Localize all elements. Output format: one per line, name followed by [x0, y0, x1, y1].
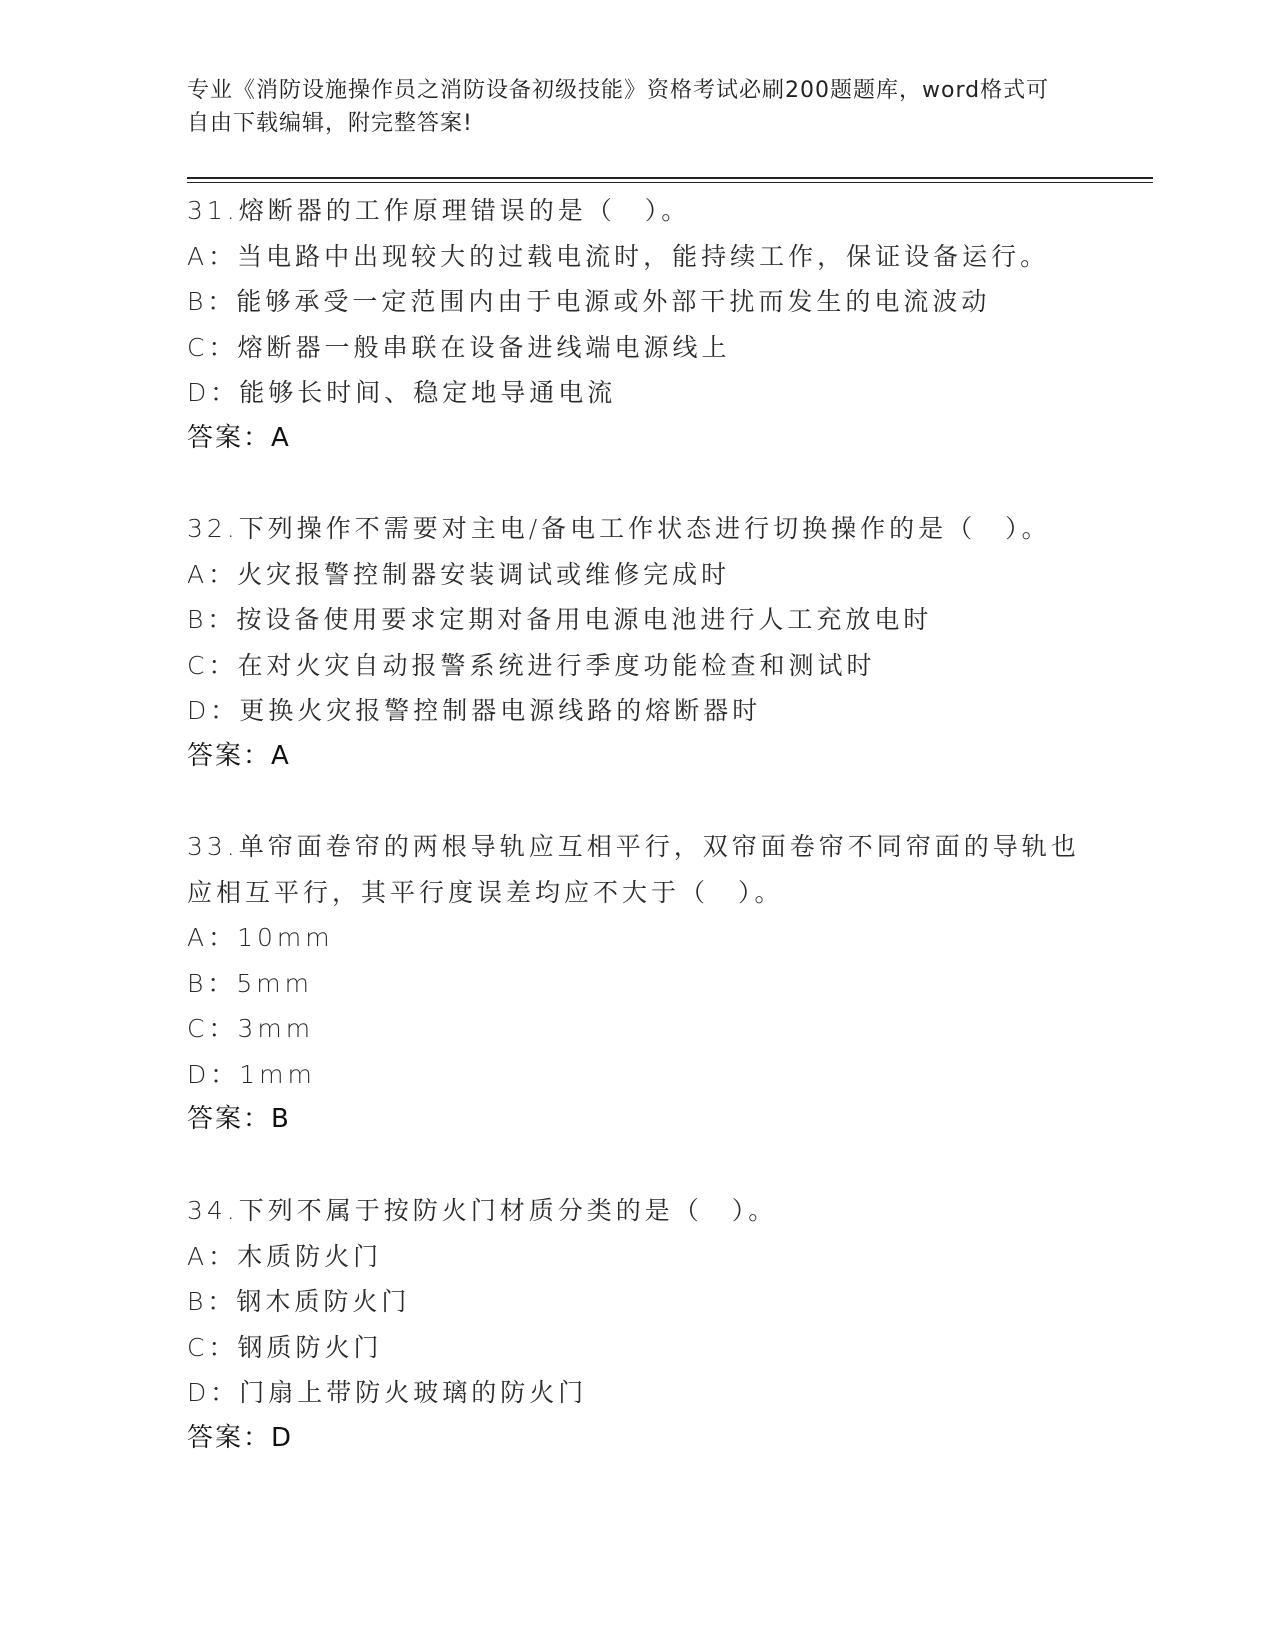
option-d: D：更换火灾报警控制器电源线路的熔断器时 [187, 696, 762, 725]
question-stem: 34.下列不属于按防火门材质分类的是（ ）。 [187, 1196, 778, 1225]
option-c: C：在对火灾自动报警系统进行季度功能检查和测试时 [187, 650, 876, 680]
option-a: A：木质防火门 [187, 1241, 383, 1271]
answer: 答案：D [187, 1422, 294, 1453]
document-header: 专业《消防设施操作员之消防设备初级技能》资格考试必刷200题题库，word格式可自由下载编辑，附完整答案! [187, 78, 1050, 136]
option-d: D：1mm [187, 1059, 316, 1089]
header-divider-thin [187, 182, 1153, 183]
question-32 [187, 506, 1087, 779]
option-a: A：10mm [187, 923, 334, 952]
option-a: A：当电路中出现较大的过载电流时，能持续工作，保证设备运行。 [187, 241, 1050, 271]
option-a: A：火灾报警控制器安装调试或维修完成时 [187, 559, 731, 589]
question-stem-line-2: 应相互平行，其平行度误差均应不大于（ ）。 [187, 877, 784, 907]
option-b: B：按设备使用要求定期对备用电源电池进行人工充放电时 [187, 605, 933, 634]
answer: 答案：B [187, 1104, 291, 1134]
question-33 [187, 824, 1087, 1143]
option-b: B：钢木质防火门 [187, 1287, 411, 1316]
option-c: C：熔断器一般串联在设备进线端电源线上 [187, 332, 731, 362]
option-c: C：钢质防火门 [187, 1332, 383, 1362]
header-divider-thick [187, 177, 1153, 179]
question-stem: 32.下列操作不需要对主电/备电工作状态进行切换操作的是（ ）。 [187, 514, 1051, 543]
option-b: B：能够承受一定范围内由于电源或外部干扰而发生的电流波动 [187, 287, 991, 316]
question-stem-line-1: 33.单帘面卷帘的两根导轨应互相平行，双帘面卷帘不同帘面的导轨也 [187, 832, 1080, 861]
answer: 答案：A [187, 740, 291, 771]
question-31 [187, 188, 1087, 461]
option-d: D：门扇上带防火玻璃的防火门 [187, 1378, 588, 1407]
answer: 答案：A [187, 422, 291, 453]
option-c: C：3mm [187, 1014, 315, 1043]
option-b: B：5mm [187, 968, 313, 998]
question-stem: 31.熔断器的工作原理错误的是（ ）。 [187, 196, 691, 225]
question-34 [187, 1188, 1087, 1461]
option-d: D：能够长时间、稳定地导通电流 [187, 378, 617, 407]
